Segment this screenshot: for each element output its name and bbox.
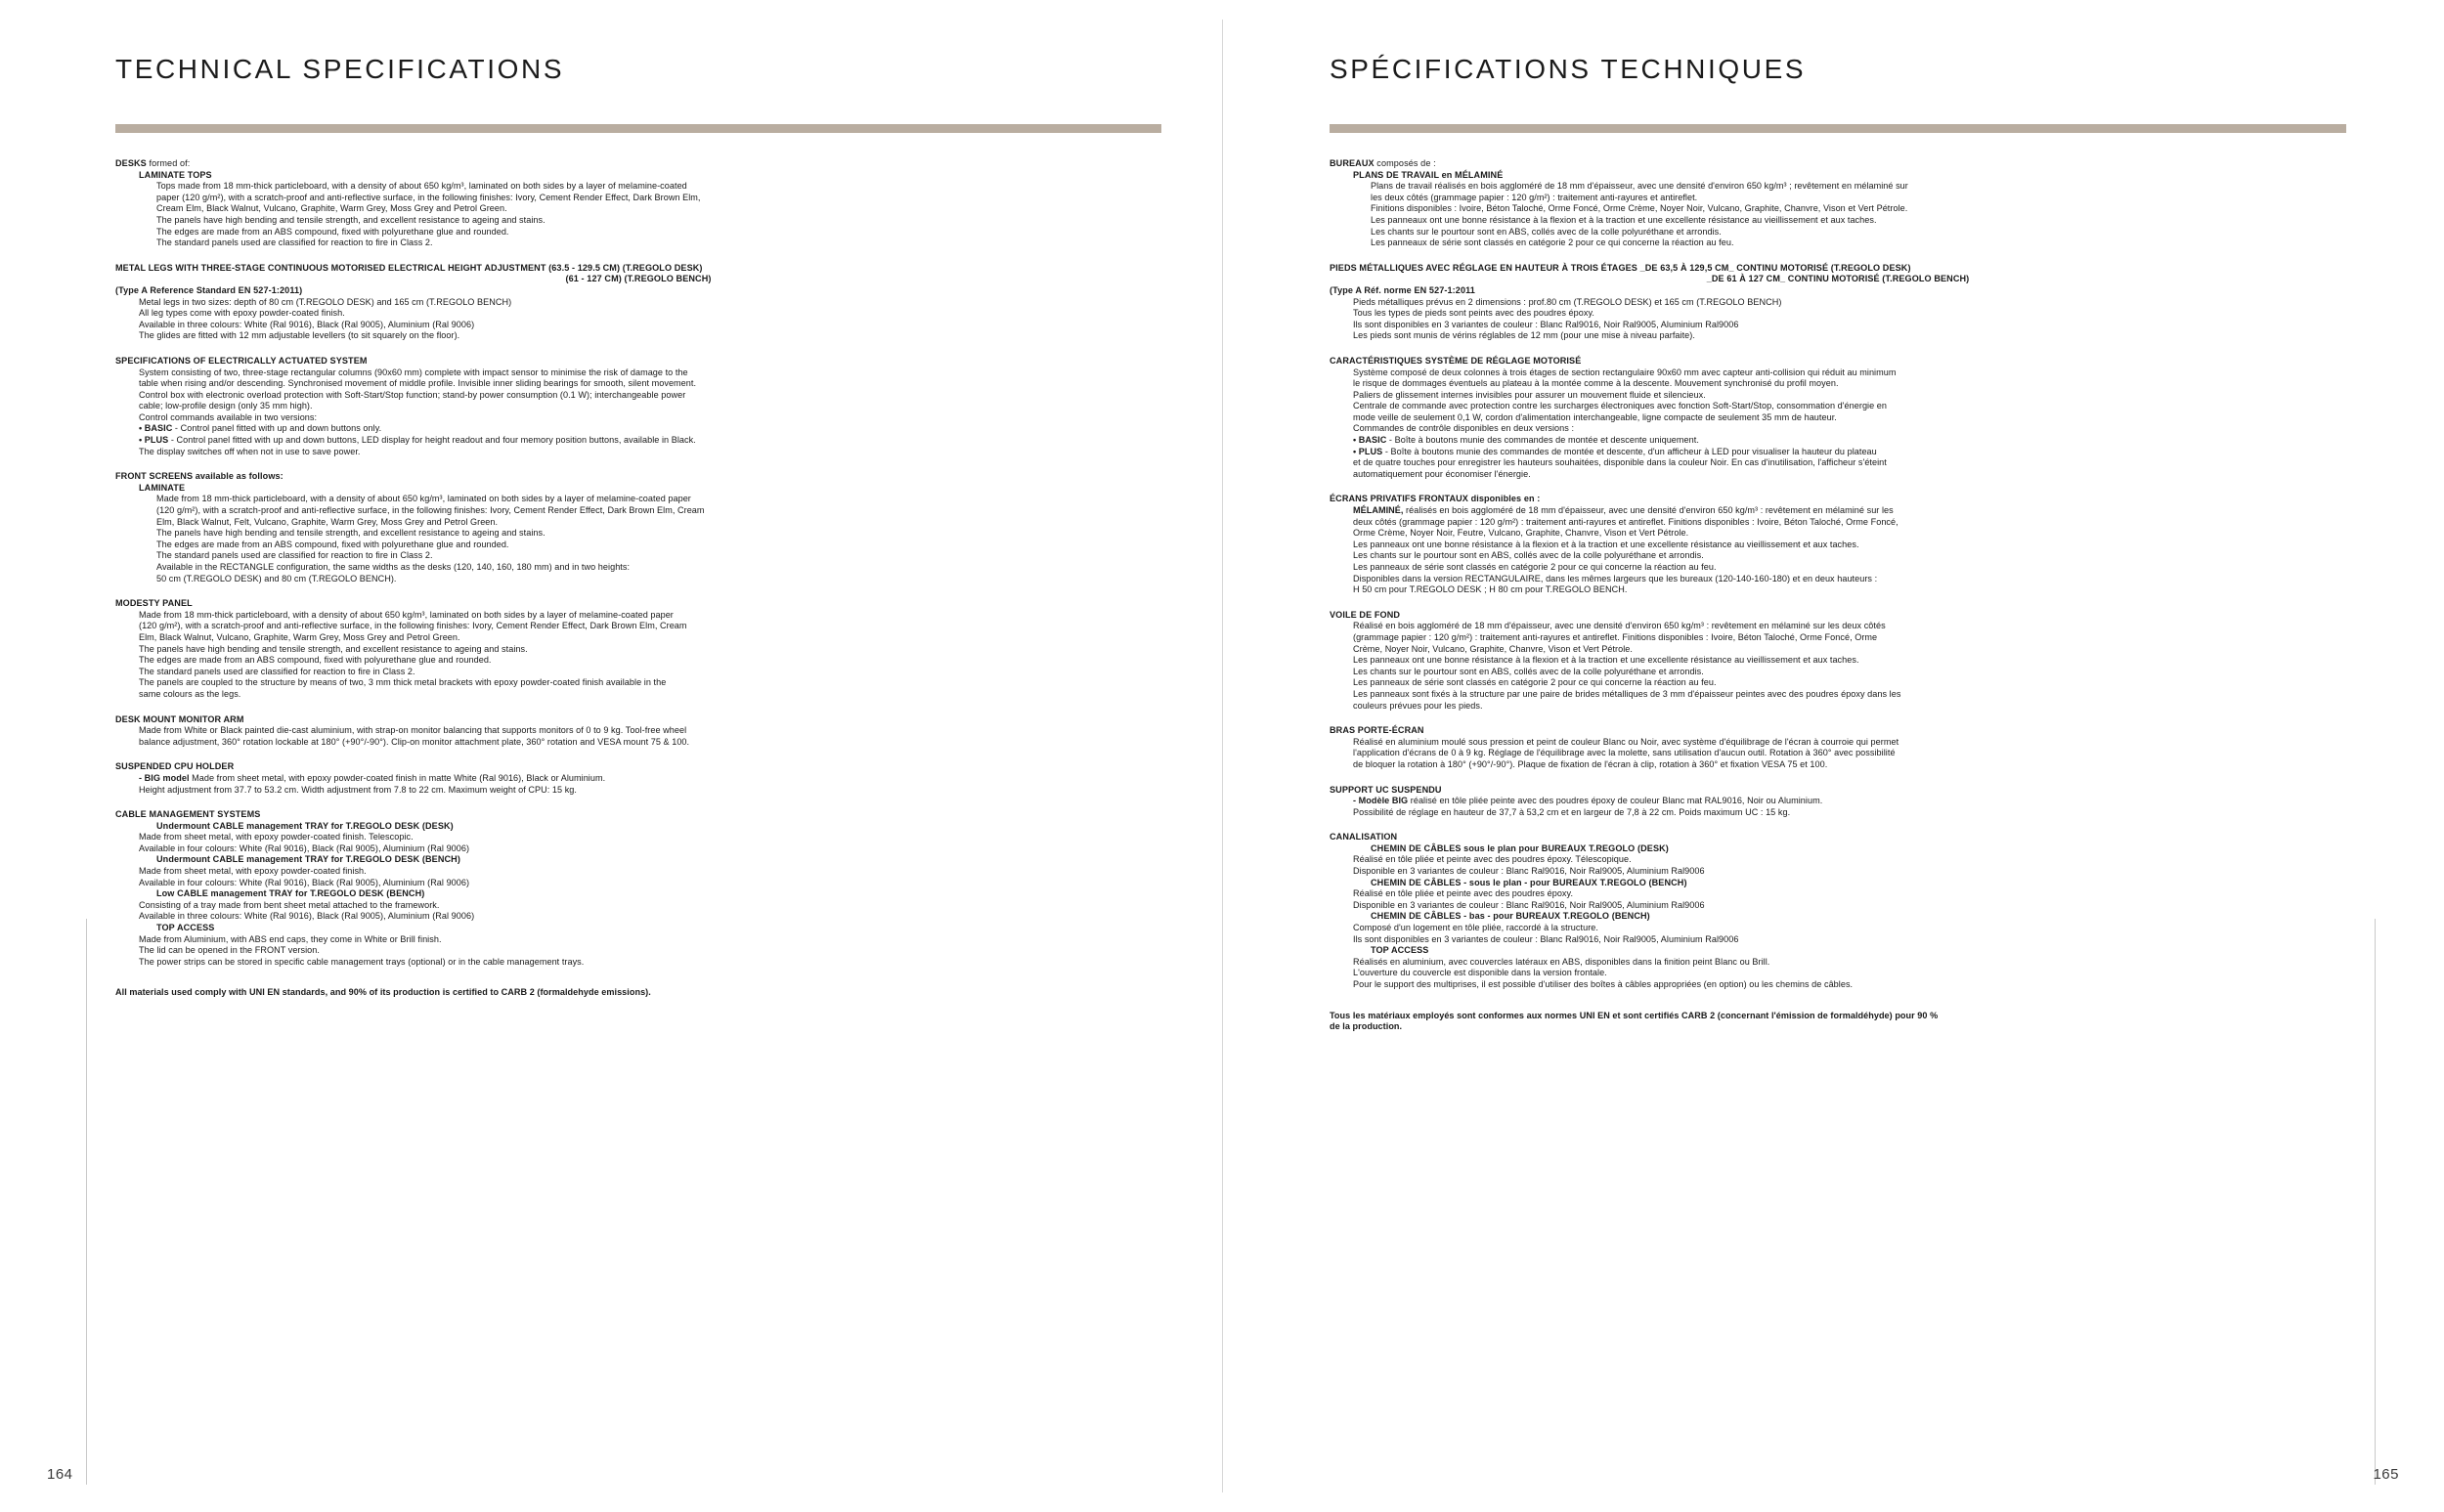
body-line: le risque de dommages éventuels au plateau à la montée comme à la descente. Mouvement synchronisé du profil moyen. <box>1353 378 1839 389</box>
group-subheading: Low CABLE management TRAY for T.REGOLO DESK (BENCH) <box>156 888 425 899</box>
body-line: H 50 cm pour T.REGOLO DESK ; H 80 cm pour T.REGOLO BENCH. <box>1353 584 1628 595</box>
body-line: Cream Elm, Black Walnut, Vulcano, Graphite, Warm Grey, Moss Grey and Petrol Green. <box>156 203 507 214</box>
body-line: Les panneaux ont une bonne résistance à la flexion et à la traction et une excellente résistance au vieillissement et aux taches. <box>1353 539 1859 549</box>
page-title-left: TECHNICAL SPECIFICATIONS <box>115 54 565 84</box>
body-line: Tous les types de pieds sont peints avec des poudres époxy. <box>1353 308 1594 319</box>
section-heading-line2: (61 - 127 CM) (T.REGOLO BENCH) <box>565 274 712 284</box>
section-heading <box>115 158 1161 170</box>
group-body <box>139 832 1161 854</box>
body-line: les deux côtés (grammage papier : 120 g/m²) : traitement anti-rayures et antireflet. <box>1371 192 1698 202</box>
section-cpu-holder <box>115 761 1161 796</box>
body-line: Tops made from 18 mm-thick particleboard, with a density of about 650 kg/m³, laminated on both sides by a layer of melamine-coated <box>156 181 687 192</box>
body-line: The lid can be opened in the FRONT version. <box>139 945 320 956</box>
body-line: The panels have high bending and tensile strength, and excellent resistance to ageing and stains. <box>156 528 546 539</box>
section-heading: SUPPORT UC SUSPENDU <box>1330 784 1442 795</box>
body-line: Les panneaux de série sont classés en catégorie 2 pour ce qui concerne la réaction au feu. <box>1371 238 1734 248</box>
body-line: et de quatre touches pour enregistrer les hauteurs souhaitées, disponible dans la couleur Noir. En cas d'inutilisation, l'afficheur s'éteint <box>1353 457 1887 468</box>
section-cable-management <box>115 809 1161 968</box>
page-number-left: 164 <box>47 1466 73 1483</box>
section-voile-de-fond <box>1330 610 2346 712</box>
body-line: Disponible en 3 variantes de couleur : Blanc Ral9016, Noir Ral9005, Aluminium Ral9006 <box>1353 899 1705 910</box>
section-subheading: (Type A Réf. norme EN 527-1:2011 <box>1330 284 1475 295</box>
body-line: Available in the RECTANGLE configuration, the same widths as the desks (120, 140, 160, 180 mm) and in two heights: <box>156 562 631 572</box>
section-body <box>1371 181 2346 249</box>
section-heading: FRONT SCREENS available as follows: <box>115 471 284 482</box>
body-line: Made from 18 mm-thick particleboard, with a density of about 650 kg/m³, laminated on both sides by a layer of melamine-coated paper <box>139 609 674 620</box>
body-line: Made from 18 mm-thick particleboard, with a density of about 650 kg/m³, laminated on both sides by a layer of melamine-coated paper <box>156 494 691 504</box>
section-heading-line2: _DE 61 À 127 CM_ CONTINU MOTORISÉ (T.REGOLO BENCH) <box>1706 274 1970 284</box>
group-subheading: Undermount CABLE management TRAY for T.REGOLO DESK (DESK) <box>156 820 454 831</box>
right-page <box>1222 0 2444 1512</box>
body-line: Finitions disponibles : Ivoire, Béton Taloché, Orme Foncé, Orme Crème, Noyer Noir, Vulcano, Graphite, Chanvre, Vison et Vert Pétrole. <box>1371 203 1908 214</box>
body-line: Les chants sur le pourtour sont en ABS, collés avec de la colle polyuréthane et arrondis. <box>1371 226 1722 237</box>
section-subheading: LAMINATE <box>139 482 186 493</box>
body-line: Système composé de deux colonnes à trois étages de section rectangulaire 90x60 mm avec capteur anti-collision qui réduit au minimum <box>1353 367 1897 377</box>
section-body <box>156 181 1161 249</box>
body-line: The standard panels used are classified for reaction to fire in Class 2. <box>156 550 433 561</box>
body-line: Centrale de commande avec protection contre les surcharges électroniques avec fonction Soft-Start/Stop, consommation d'énergie en <box>1353 401 1888 411</box>
body-line: Possibilité de réglage en hauteur de 37,7 à 53,2 cm et en largeur de 7,8 à 22 cm. Poids maximum UC : 15 kg. <box>1353 806 1791 817</box>
body-line: deux côtés (grammage papier : 120 g/m²) : traitement anti-rayures et antireflet. Finitions disponibles : Ivoire, Béton Taloché, Orme Foncé, <box>1353 516 1898 527</box>
footnote-right <box>1330 1011 2346 1033</box>
section-body <box>1353 505 2346 596</box>
group-body <box>1353 957 2346 991</box>
body-line: The panels have high bending and tensile strength, and excellent resistance to ageing and stains. <box>156 214 546 225</box>
body-line: Crème, Noyer Noir, Vulcano, Graphite, Chanvre, Vison et Vert Pétrole. <box>1353 643 1633 654</box>
body-line: Disponibles dans la version RECTANGULAIRE, dans les mêmes largeurs que les bureaux (120-140-160-180) et en deux hauteurs : <box>1353 573 1878 583</box>
body-line: cable; low-profile design (only 35 mm high). <box>139 401 313 411</box>
body-line: L'ouverture du couvercle est disponible dans la version frontale. <box>1353 968 1607 978</box>
section-body <box>1353 367 2346 481</box>
body-line: Height adjustment from 37.7 to 53.2 cm. Width adjustment from 7.8 to 22 cm. Maximum weight of CPU: 15 kg. <box>139 784 577 795</box>
footnote-left: All materials used comply with UNI EN standards, and 90% of its production is certified to CARB 2 (formaldehyde emissions). <box>115 987 651 998</box>
section-body <box>139 610 1161 701</box>
section-subheading: MÉLAMINÉ, <box>1353 505 1404 516</box>
group-subheading: CHEMIN DE CÂBLES sous le plan pour BUREAUX T.REGOLO (DESK) <box>1371 842 1669 853</box>
body-line-big-model: - BIG model Made from sheet metal, with epoxy powder-coated finish in matte White (Ral 9016), Black or Aluminium. <box>139 772 606 783</box>
body-line: Available in four colours: White (Ral 9016), Black (Ral 9005), Aluminium (Ral 9006) <box>139 842 470 853</box>
body-line: balance adjustment, 360° rotation lockable at 180° (+90°/-90°). Clip-on monitor attachment plate, 360° rotation and VESA mount 75 & 100. <box>139 736 690 747</box>
body-line: Elm, Black Walnut, Vulcano, Graphite, Warm Grey, Moss Grey and Petrol Green. <box>139 631 460 642</box>
body-line: The standard panels used are classified for reaction to fire in Class 2. <box>156 238 433 248</box>
body-line: Available in three colours: White (Ral 9016), Black (Ral 9005), Aluminium (Ral 9006) <box>139 911 475 922</box>
body-line: Ils sont disponibles en 3 variantes de couleur : Blanc Ral9016, Noir Ral9005, Aluminium Ral9006 <box>1353 933 1739 944</box>
body-line: All leg types come with epoxy powder-coated finish. <box>139 308 345 319</box>
body-line: Réalisé en tôle pliée et peinte avec des poudres époxy. <box>1353 888 1574 899</box>
group-subheading: TOP ACCESS <box>156 923 215 933</box>
body-line: 50 cm (T.REGOLO DESK) and 80 cm (T.REGOLO BENCH). <box>156 573 397 583</box>
body-line-modele-big: - Modèle BIG réalisé en tôle pliée peinte avec des poudres époxy de couleur Blanc mat RAL9016, Noir ou Aluminium. <box>1353 796 1823 806</box>
body-line: Les panneaux sont fixés à la structure par une paire de brides métalliques de 3 mm d'épaisseur peintes avec des poudres époxy dans les <box>1353 688 1901 699</box>
section-caracteristiques-motorise <box>1330 356 2346 481</box>
body-line: Commandes de contrôle disponibles en deux versions : <box>1353 423 1575 434</box>
section-body <box>1353 796 2346 818</box>
section-front-screens <box>115 471 1161 584</box>
group-body <box>1353 888 2346 911</box>
body-line: Control commands available in two versions: <box>139 411 318 422</box>
body-line: Control box with electronic overload protection with Soft-Start/Stop function; stand-by power consumption (0.1 W); interchangeable power <box>139 389 686 400</box>
body-line: Plans de travail réalisés en bois aggloméré de 18 mm d'épaisseur, avec une densité d'environ 650 kg/m³ ; revêtement en mélaminé sur <box>1371 181 1908 192</box>
section-body <box>139 297 1161 342</box>
section-heading: METAL LEGS WITH THREE-STAGE CONTINUOUS MOTORISED ELECTRICAL HEIGHT ADJUSTMENT (63.5 - 129.5 CM) (T.REGOLO DESK) <box>115 262 703 273</box>
section-heading: CANALISATION <box>1330 832 1398 842</box>
body-line: Les panneaux ont une bonne résistance à la flexion et à la traction et une excellente résistance au vieillissement et aux taches. <box>1353 655 1859 666</box>
section-canalisation <box>1330 832 2346 990</box>
body-line: Les panneaux de série sont classés en catégorie 2 pour ce qui concerne la réaction au feu. <box>1353 677 1717 688</box>
body-line: The power strips can be stored in specific cable management trays (optional) or in the cable management trays. <box>139 956 585 967</box>
section-heading: CABLE MANAGEMENT SYSTEMS <box>115 809 261 820</box>
body-line: Orme Crème, Noyer Noir, Feutre, Vulcano, Graphite, Chanvre, Vison et Vert Pétrole. <box>1353 528 1689 539</box>
body-line: The glides are fitted with 12 mm adjustable levellers (to sit squarely on the floor). <box>139 330 460 341</box>
footnote-line: Tous les matériaux employés sont conformes aux normes UNI EN et sont certifiés CARB 2 (concernant l'émission de formaldéhyde) pour 90 % <box>1330 1010 1939 1020</box>
body-line: Les pieds sont munis de vérins réglables de 12 mm (pour une mise à niveau parfaite). <box>1353 330 1695 341</box>
body-line: Pieds métalliques prévus en 2 dimensions : prof.80 cm (T.REGOLO DESK) et 165 cm (T.REGOLO BENCH) <box>1353 296 1782 307</box>
right-page-content <box>1330 158 2346 1033</box>
body-line: The panels are coupled to the structure by means of two, 3 mm thick metal brackets with epoxy powder-coated finish available in the <box>139 677 667 688</box>
section-bureaux <box>1330 158 2346 249</box>
group-subheading: TOP ACCESS <box>1371 945 1429 956</box>
body-line: paper (120 g/m²), with a scratch-proof and anti-reflective surface, in the following finishes: Ivory, Cement Render Effect, Dark Brown Elm, <box>156 192 701 202</box>
body-line: l'application d'écrans de 0 à 9 kg. Réglage de l'équilibrage avec la molette, sans utilisation d'aucun outil. Rotation à 360° avec possibilité <box>1353 748 1896 758</box>
body-line: (120 g/m²), with a scratch-proof and anti-reflective surface, in the following finishes: Ivory, Cement Render Effect, Dark Brown Elm, Cream <box>139 621 687 631</box>
body-line: (120 g/m²), with a scratch-proof and anti-reflective surface, in the following finishes: Ivory, Cement Render Effect, Dark Brown Elm, Cream <box>156 505 705 516</box>
section-heading: CARACTÉRISTIQUES SYSTÈME DE RÉGLAGE MOTORISÉ <box>1330 355 1582 366</box>
body-line: Made from White or Black painted die-cast aluminium, with strap-on monitor balancing that supports monitors of 0 to 9 kg. Tool-free wheel <box>139 725 687 736</box>
body-line: Les panneaux de série sont classés en catégorie 2 pour ce qui concerne la réaction au feu. <box>1353 562 1717 572</box>
section-subheading: LAMINATE TOPS <box>139 169 212 180</box>
section-heading: VOILE DE FOND <box>1330 609 1401 620</box>
body-line: (grammage papier : 120 g/m²) : traitement anti-rayures et antireflet. Finitions disponibles : Ivoire, Béton Taloché, Orme Foncé, Orme <box>1353 631 1878 642</box>
section-heading-suffix: composés de : <box>1374 158 1436 168</box>
body-line: Les panneaux ont une bonne résistance à la flexion et à la traction et une excellente résistance au vieillissement et aux taches. <box>1371 214 1877 225</box>
body-line-plus: • PLUS - Boîte à boutons munie des commandes de montée et descente, d'un afficheur à LED pour visualiser la hauteur du plateau <box>1353 446 1877 456</box>
left-page-content <box>115 158 1161 999</box>
section-heading: PIEDS MÉTALLIQUES AVEC RÉGLAGE EN HAUTEUR À TROIS ÉTAGES _DE 63,5 À 129,5 CM_ CONTINU MOTORISÉ (T.REGOLO DESK) <box>1330 262 1911 273</box>
body-line: Réalisés en aluminium, avec couvercles latéraux en ABS, disponibles dans la finition peint Blanc ou Brill. <box>1353 956 1770 967</box>
section-heading: SPECIFICATIONS OF ELECTRICALLY ACTUATED SYSTEM <box>115 355 368 366</box>
group-body <box>139 934 1161 969</box>
body-line: Disponible en 3 variantes de couleur : Blanc Ral9016, Noir Ral9005, Aluminium Ral9006 <box>1353 866 1705 877</box>
title-rule-left <box>115 124 1161 133</box>
group-body <box>1353 923 2346 945</box>
body-line: réalisés en bois aggloméré de 18 mm d'épaisseur, avec une densité d'environ 650 kg/m³ : revêtement en mélaminé sur les <box>1403 505 1894 516</box>
section-heading: DESK MOUNT MONITOR ARM <box>115 713 244 724</box>
section-heading: MODESTY PANEL <box>115 598 193 609</box>
body-line: Made from sheet metal, with epoxy powder-coated finish. Telescopic. <box>139 832 414 842</box>
page-rule-right <box>2375 919 2376 1485</box>
section-bras-porte-ecran <box>1330 725 2346 770</box>
section-heading: SUSPENDED CPU HOLDER <box>115 761 235 772</box>
section-support-uc <box>1330 785 2346 819</box>
body-line: Composé d'un logement en tôle pliée, raccordé à la structure. <box>1353 923 1598 933</box>
body-line: automatiquement pour économiser l'énergie. <box>1353 468 1531 479</box>
section-body <box>139 773 1161 796</box>
group-subheading: Undermount CABLE management TRAY for T.REGOLO DESK (BENCH) <box>156 854 460 865</box>
body-line: mode veille de seulement 0,1 W, cordon d'alimentation interchangeable, ligne compacte de seulement 35 mm de hauteur. <box>1353 411 1837 422</box>
body-line: Made from sheet metal, with epoxy powder-coated finish. <box>139 866 367 877</box>
body-line: The edges are made from an ABS compound, fixed with polyurethane glue and rounded. <box>156 539 509 549</box>
section-pieds-metalliques <box>1330 263 2346 342</box>
section-monitor-arm <box>115 714 1161 749</box>
section-body <box>139 725 1161 748</box>
title-rule-right <box>1330 124 2346 133</box>
body-line: Consisting of a tray made from bent sheet metal attached to the framework. <box>139 899 440 910</box>
body-line: same colours as the legs. <box>139 688 241 699</box>
body-line: Elm, Black Walnut, Felt, Vulcano, Graphite, Warm Grey, Moss Grey and Petrol Green. <box>156 516 499 527</box>
body-line: The edges are made from an ABS compound, fixed with polyurethane glue and rounded. <box>139 655 492 666</box>
section-body <box>1353 621 2346 712</box>
body-line: The display switches off when not in use to save power. <box>139 446 361 456</box>
body-line: Paliers de glissement internes invisibles pour assurer un mouvement fluide et silencieux. <box>1353 389 1706 400</box>
body-line: couleurs prévues pour les pieds. <box>1353 700 1483 711</box>
section-ecrans-privatifs <box>1330 494 2346 595</box>
section-body <box>1353 737 2346 771</box>
body-line: The panels have high bending and tensile strength, and excellent resistance to ageing and stains. <box>139 643 528 654</box>
section-heading: ÉCRANS PRIVATIFS FRONTAUX disponibles en : <box>1330 494 1541 504</box>
body-line: Les chants sur le pourtour sont en ABS, collés avec de la colle polyuréthane et arrondis. <box>1353 550 1704 561</box>
body-line-basic: • BASIC - Control panel fitted with up and down buttons only. <box>139 423 382 434</box>
body-line-plus: • PLUS - Control panel fitted with up and down buttons, LED display for height readout and four memory position buttons, available in Black. <box>139 435 696 446</box>
section-modesty-panel <box>115 598 1161 700</box>
section-desks <box>115 158 1161 249</box>
body-line: Réalisé en tôle pliée et peinte avec des poudres époxy. Télescopique. <box>1353 854 1632 865</box>
section-heading-suffix: formed of: <box>146 158 191 168</box>
group-body <box>1353 854 2346 877</box>
section-electrical-system <box>115 356 1161 457</box>
body-line: The standard panels used are classified for reaction to fire in Class 2. <box>139 666 415 676</box>
body-line: Available in three colours: White (Ral 9016), Black (Ral 9005), Aluminium (Ral 9006) <box>139 319 475 329</box>
body-line: de bloquer la rotation à 180° (+90°/-90°). Plaque de fixation de l'écran à clip, rotation à 360° et fixation VESA 75 et 100. <box>1353 758 1828 769</box>
section-subheading: (Type A Reference Standard EN 527-1:2011) <box>115 284 303 295</box>
body-line-basic: • BASIC - Boîte à boutons munie des commandes de montée et descente uniquement. <box>1353 435 1699 446</box>
body-line: The edges are made from an ABS compound, fixed with polyurethane glue and rounded. <box>156 226 509 237</box>
footnote-line: de la production. <box>1330 1021 1403 1032</box>
page-number-right: 165 <box>2373 1466 2399 1483</box>
body-line: Metal legs in two sizes: depth of 80 cm (T.REGOLO DESK) and 165 cm (T.REGOLO BENCH) <box>139 296 512 307</box>
body-line: Ils sont disponibles en 3 variantes de couleur : Blanc Ral9016, Noir Ral9005, Aluminium Ral9006 <box>1353 319 1739 329</box>
body-line: System consisting of two, three-stage rectangular columns (90x60 mm) complete with impact sensor to minimise the risk of damage to the <box>139 367 688 377</box>
page-title-right: SPÉCIFICATIONS TECHNIQUES <box>1330 54 1807 84</box>
group-body <box>139 866 1161 888</box>
group-subheading: CHEMIN DE CÂBLES - bas - pour BUREAUX T.REGOLO (BENCH) <box>1371 911 1650 922</box>
body-line: Réalisé en bois aggloméré de 18 mm d'épaisseur, avec une densité d'environ 650 kg/m³ : revêtement en mélaminé sur les deux côtés <box>1353 621 1886 631</box>
section-body <box>139 367 1161 458</box>
section-subheading: PLANS DE TRAVAIL en MÉLAMINÉ <box>1353 169 1504 180</box>
body-line: Available in four colours: White (Ral 9016), Black (Ral 9005), Aluminium (Ral 9006) <box>139 877 470 887</box>
group-body <box>139 900 1161 923</box>
body-line: Réalisé en aluminium moulé sous pression et peint de couleur Blanc ou Noir, avec système d'équilibrage de l'écran à courroie qui permet <box>1353 736 1899 747</box>
body-line: table when rising and/or descending. Synchronised movement of middle profile. Invisible inner sliding bearings for smooth, silent movement. <box>139 378 697 389</box>
page-rule-left <box>86 919 87 1485</box>
section-body <box>1353 297 2346 342</box>
section-heading: BRAS PORTE-ÉCRAN <box>1330 725 1424 736</box>
body-line: Pour le support des multiprises, il est possible d'utiliser des boîtes à câbles appropriées (en option) ou les chemins de câbles. <box>1353 979 1854 989</box>
body-line: Les chants sur le pourtour sont en ABS, collés avec de la colle polyuréthane et arrondis. <box>1353 666 1704 676</box>
body-line: Made from Aluminium, with ABS end caps, they come in White or Brill finish. <box>139 933 442 944</box>
group-subheading: CHEMIN DE CÂBLES - sous le plan - pour BUREAUX T.REGOLO (BENCH) <box>1371 877 1687 887</box>
section-heading-text: DESKS <box>115 158 147 168</box>
section-body <box>156 494 1161 584</box>
section-heading-text: BUREAUX <box>1330 158 1375 168</box>
section-heading <box>1330 158 2346 170</box>
section-metal-legs <box>115 263 1161 342</box>
